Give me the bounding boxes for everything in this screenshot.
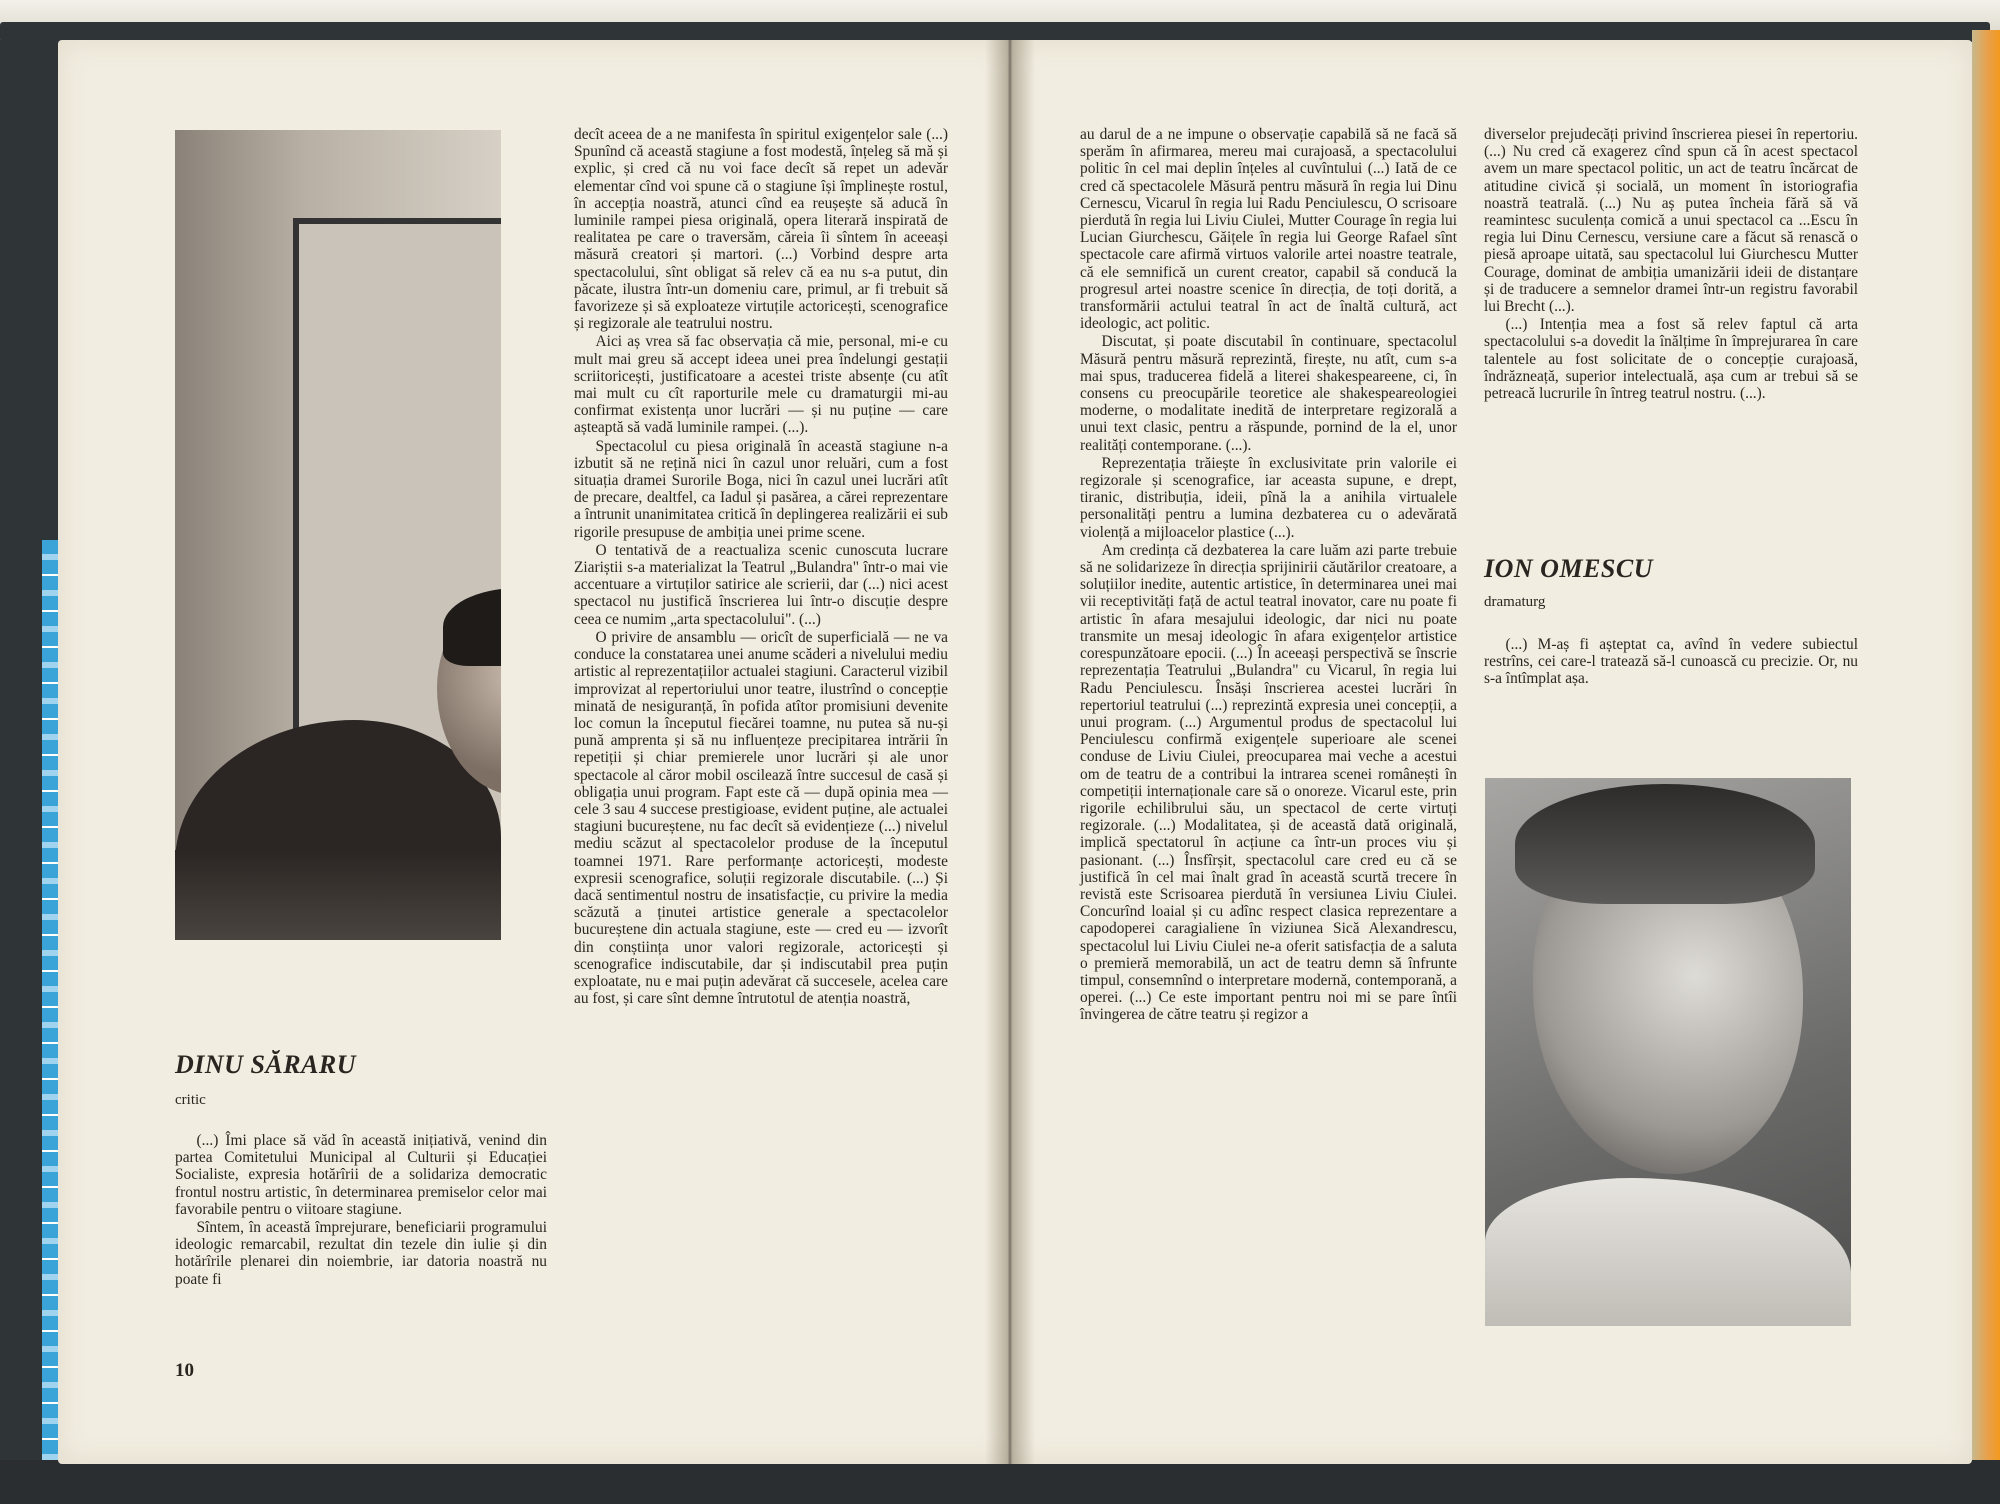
book-gutter xyxy=(985,40,1035,1464)
paragraph: Discutat, și poate discutabil în continuare, spectacolul Măsură pentru măsură reprezintă, firește, nu atît, cum s-a mai spus, traducerea fidelă a literei shakespeareene, ci, în consens cu preocupările teoretice ale shakespeareologiei moderne, o modalitate inedită de interpretare regizorală a unui text clasic, pentru a răspunde, pornind de la el, unor realități contemporane. (...). xyxy=(1080,333,1457,454)
paragraph: (...) Intenția mea a fost să relev faptul că arta spectacolului s-a dovedit la înălțime în împrejurarea în care talentele au fost solicitate de o concepție curajoasă, îndrăzneață, superior intelectuală, așa cum ar trebui să se petreacă lucrurile în întreg teatrul nostru. (...). xyxy=(1484,316,1858,403)
paragraph: au darul de a ne impune o observație capabilă să ne facă să sperăm în afirmarea, mereu mai curajoasă, a spectacolului politic în cel mai deplin înțeles al cuvîntului (...) Iată de ce cred că spectacolele Măsură pentru măsură în regia lui Dinu Cernescu, Vicarul în regia lui Radu Penciulescu, O scrisoare pierdută în regia lui Liviu Ciulei, Mutter Courage în regia lui Lucian Giurchescu, Găițele în regia lui George Rafael sînt spectacole care afirmă virtuos valorile artei noastre teatrale, că ele semnifică un curent creator, capabil să conducă la progresul artei noastre scenice în direcția, de toți dorită, a transformării actului teatral în act de înaltă cultură, act ideologic, act politic. xyxy=(1080,126,1457,333)
text-column-4 xyxy=(1484,126,1858,402)
text-column-4-continued xyxy=(1484,636,1858,688)
text-column-3 xyxy=(1080,126,1457,1024)
page-number: 10 xyxy=(175,1360,194,1381)
text-column-1 xyxy=(175,1132,547,1288)
portrait-photo-ion-omescu xyxy=(1485,778,1851,1326)
paragraph: Am credința că dezbaterea la care luăm azi parte trebuie să ne solidarizeze în direcția sprijinirii căutărilor creatoare, a soluțiilor inedite, autentic artistice, în determinarea unei mai vii receptivități față de actul teatral inovator, care nu poate fi artistic în afara mesajului ideologic, dar nici nu poate transmite un mesaj ideologic în afara exigențelor artistice corespunzătoare epocii. (...) În aceeași perspectivă se înscrie reprezentația Teatrului „Bulandra" cu Vicarul, în regia lui Radu Penciulescu. Însăși înscrierea acestei lucrări în repertoriul teatrului (...) reprezintă expresia unei concepții, a unui program. (...) Argumentul produs de spectacolul lui Penciulescu confirmă exigențele superioare ale scenei conduse de Liviu Ciulei, preocuparea mai veche a acestui om de teatru de a contribui la intrarea scenei românești în competiții internaționale care să o onoreze. Vicarul este, prin rigorile echilibrului său, un spectacol de certe virtuți regizorale. (...) Modalitatea, și de această dată originală, implică spectatorul în acțiune ca într-un proces viu și pasionant. (...) Însfîrșit, spectacolul care cred eu că se justifică în cel mai înalt grad în această scurtă trecere în revistă este Scrisoarea pierdută în versiunea Liviu Ciulei. Concurînd loaial și cu adînc respect clasica reprezentare a capodoperei caragialiene în viziunea Sică Alexandrescu, spectacolul lui Liviu Ciulei ne-a oferit satisfacția de a saluta o premieră memorabilă, un act de teatru demn să înfrunte timpul, consemnînd o interpretare modernă, contemporană, a operei. (...) Ce este important pentru noi mi se pare întîi învingerea de către teatru și regizor a xyxy=(1080,541,1457,1024)
paragraph: Reprezentația trăiește în exclusivitate prin valorile ei regizorale și scenografice, iar aceasta supune, e drept, tiranic, distribuția, ideii, pînă la a anihila virtualele personalități pentru a lumina dezbaterea cu o adevărată violență a mijloacelor plastice (...). xyxy=(1080,454,1457,541)
paragraph: O privire de ansamblu — oricît de superficială — ne va conduce la constatarea unei anume scăderi a nivelului mediu artistic al reprezentațiilor actualei stagiuni. Caracterul vizibil improvizat al repertoriului unor teatre, ilustrînd o concepție minată de nesiguranță, în pofida atîtor promisiuni devenite loc comun la începutul fiecărei toamne, nu putea să nu-și pună amprenta și să nu influențeze precipitarea intrării în repetiții și chiar premierele unor lucrări și ale unor spectacole al căror mobil oscilează între succesul de casă și obligația unui program. Fapt este că — după opinia mea — cele 3 sau 4 succese prestigioase, evident puține, ale actualei stagiuni bucureștene, nu fac decît să evidențieze (...) nivelul mediu scăzut al spectacolelor produse de la începutul toamnei 1971. Rare performanțe actoricești, modeste expresii scenografice, soluții regizorale discutabile. (...) Și dacă sentimentul nostru de insatisfacție, cu privire la media scăzută a ținutei artistice generale a spectacolelor bucureștene din actuala stagiune, este — cred eu — izvorît din conștiința unor valori regizorale, actoricești și scenografice indiscutabile, dar și indiscutabil prea puțin exploatate, nu e mai puțin adevărat că succesele, acelea care au fost, și care sînt demne întrutotul de atenția noastră, xyxy=(574,628,948,1008)
paragraph: diverselor prejudecăți privind înscrierea piesei în repertoriu. (...) Nu cred că exagerez cînd spun că în acest spectacol avem un mare spectacol politic, un act de teatru încărcat de atitudine civică și socială, un moment în istoriografia noastră teatrală. (...) Nu aș putea încheia fără să vă reamintesc suculența comică a unui spectacol ca ...Escu în regia lui Dinu Cernescu, versiune care a făcut să renască o piesă aproape uitată, sau spectacolul lui Giurchescu Mutter Courage, dominat de ambiția umanizării ideii de distanțare și de traducere a semnelor dramei într-un registru favorabil lui Brecht (...). xyxy=(1484,126,1858,316)
photo-hairline xyxy=(1515,784,1815,904)
author-role-2: dramaturg xyxy=(1484,594,1546,610)
author-role: critic xyxy=(175,1092,206,1108)
paragraph: Spectacolul cu piesa originală în această stagiune n-a izbutit să ne rețină nici în cazul unor reluări, cum a fost situația dramei Surorile Boga, nici în cazul unei lucrări atît de precare, dealtfel, ca Iadul și pasărea, a cărei reprezentare a întrunit unanimitatea critică în deplingerea realizării ei sub rigorile presupuse de ambiția unei prime scene. xyxy=(574,437,948,541)
paragraph: Aici aș vrea să fac observația că mie, personal, mi-e cu mult mai greu să accept ideea unei prea îndelungi gestații scriitoricești, justificatoare a acestei triste absențe (cu atît mai mult cu cît raporturile mele cu dramaturgii mi-au confirmat existența unor lucrări — și nu puține — care așteaptă să vadă luminile rampei. (...). xyxy=(574,333,948,437)
paragraph: O tentativă de a reactualiza scenic cunoscuta lucrare Ziariștii s-a materializat la Teatrul „Bulandra" într-o mai vie accentuare a virtuților satirice ale scrierii, dar (...) nici acest spectacol nu justifică înscrierea lui într-o discuție despre ceea ce numim „arta spectacolului". (...) xyxy=(574,541,948,628)
cover-bottom-edge xyxy=(0,1460,2000,1504)
author-name-heading-2: ION OMESCU xyxy=(1484,554,1653,583)
paragraph: (...) M-aș fi așteptat ca, avînd în vedere subiectul restrîns, cei care-l tratează să-l cunoască cu precizie. Or, nu s-a întîmplat așa. xyxy=(1484,636,1858,688)
photo-figure-shadow xyxy=(175,850,501,940)
paragraph: (...) Îmi place să văd în această inițiativă, venind din partea Comitetului Municipal al Culturii și Educației Socialiste, expresia hotărîrii de a solidariza democratic frontul nostru artistic, în determinarea premiselor celor mai favorabile pentru o viitoare stagiune. xyxy=(175,1132,547,1218)
text-column-2 xyxy=(574,126,948,1007)
paragraph: Sîntem, în această împrejurare, beneficiarii programului ideologic remarcabil, rezultat din tezele din iulie și din hotărîrile plenarei din noiembrie, iar datoria noastră nu poate fi xyxy=(175,1219,547,1288)
cover-binding-strip xyxy=(0,22,1990,42)
portrait-photo-dinu-sararu xyxy=(175,130,501,940)
orange-page-edge xyxy=(1972,30,2000,1470)
paragraph: decît aceea de a ne manifesta în spiritul exigențelor sale (...) Spunînd că această stagiune a fost modestă, înțeleg să mă și explic, și cred că nu voi face decît să repet un adevăr elementar cînd voi spune că o stagiune își împlinește rostul, în accepția noastră, atunci cînd ea reușește să aducă în luminile rampei piesa originală, opera literară inspirată de realitatea pe care o traversăm, căreia îi sîntem în aceeași măsură creatori și martori. (...) Vorbind despre arta spectacolului, sînt obligat să relev că ea nu s-a putut, din păcate, ilustra într-un domeniu care, primul, ar fi trebuit să favorizeze și să exploateze virtuțile actoricești, scenografice și regizorale ale teatrului nostru. xyxy=(574,126,948,333)
author-name-heading: DINU SĂRARU xyxy=(175,1050,357,1079)
